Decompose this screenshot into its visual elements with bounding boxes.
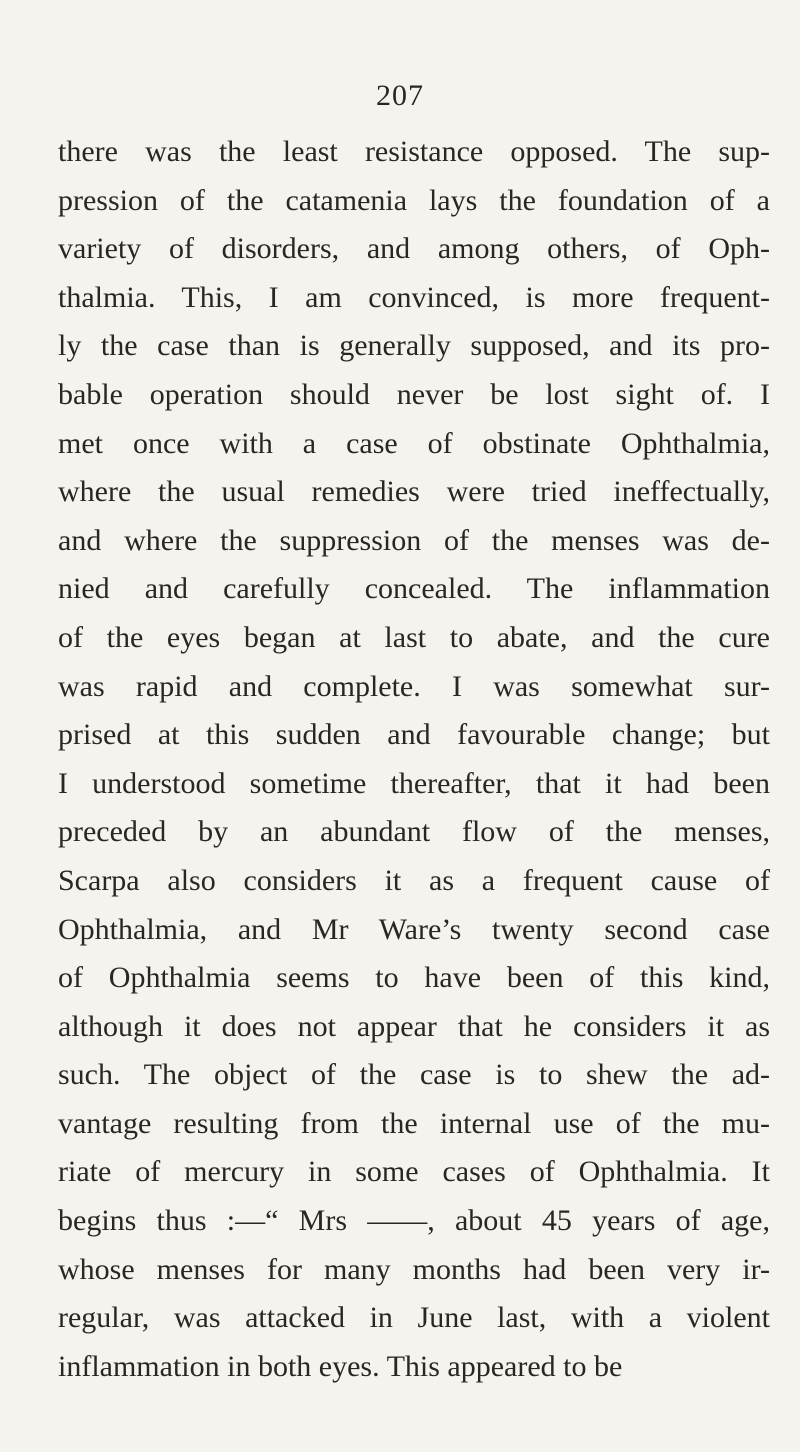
text-line: begins thus :—“ Mrs ——, about 45 years of age, (58, 1204, 770, 1238)
text-line: there was the least resistance opposed. The sup- (58, 135, 770, 168)
body-text (58, 128, 770, 1391)
text-line: ly the case than is generally supposed, and its pro- (58, 329, 770, 363)
text-line: riate of mercury in some cases of Ophthalmia. It (58, 1155, 770, 1189)
text-line: met once with a case of obstinate Ophthalmia, (58, 426, 770, 460)
page-number: 207 (376, 79, 424, 112)
text-line: of Ophthalmia seems to have been of this kind, (58, 961, 770, 995)
text-line: although it does not appear that he considers it as (58, 1009, 770, 1043)
text-line: vantage resulting from the internal use of the mu- (58, 1106, 770, 1140)
text-line: Scarpa also considers it as a frequent cause of (58, 863, 770, 897)
text-line: inflammation in both eyes. This appeared to be (58, 1349, 623, 1383)
text-line: and where the suppression of the menses was de- (58, 523, 770, 557)
text-line: prised at this sudden and favourable change; but (58, 718, 770, 752)
text-line: variety of disorders, and among others, of Oph- (58, 232, 770, 266)
text-line: nied and carefully concealed. The inflammation (58, 572, 770, 606)
text-line: of the eyes began at last to abate, and the cure (58, 620, 770, 654)
text-line: regular, was attacked in June last, with a violent (58, 1301, 770, 1335)
text-line: whose menses for many months had been very ir- (58, 1252, 770, 1286)
text-line: bable operation should never be lost sight of. I (58, 377, 770, 411)
text-line: where the usual remedies were tried ineffectually, (58, 475, 770, 509)
text-line: I understood sometime thereafter, that it had been (58, 766, 770, 800)
text-line: preceded by an abundant flow of the menses, (58, 815, 770, 849)
text-line: pression of the catamenia lays the foundation of a (58, 183, 770, 217)
text-line: such. The object of the case is to shew the ad- (58, 1058, 770, 1092)
text-line: thalmia. This, I am convinced, is more frequent- (58, 280, 770, 314)
text-line: Ophthalmia, and Mr Ware’s twenty second case (58, 912, 770, 946)
text-line: was rapid and complete. I was somewhat sur- (58, 669, 770, 703)
